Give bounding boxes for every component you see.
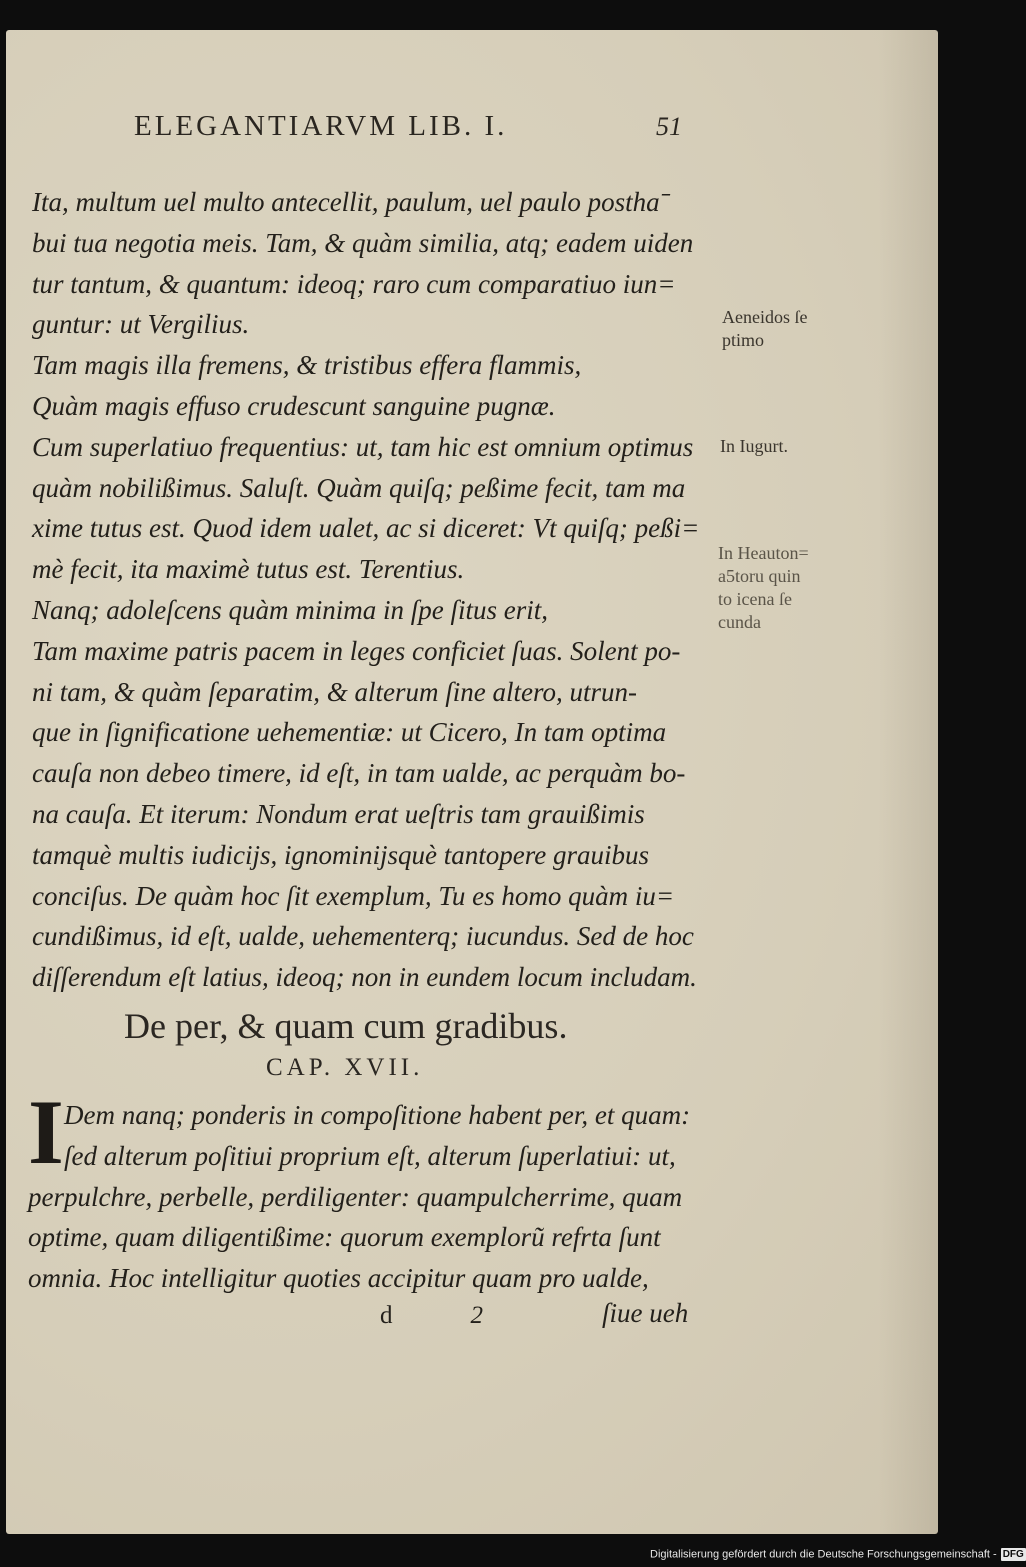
- text-line: quàm nobilißimus. Saluſt. Quàm quiſq; peßime fecit, tam ma: [32, 472, 686, 503]
- margin-note-line: In Heauton=: [718, 543, 809, 563]
- chapter-text: [28, 1081, 718, 1298]
- chapter-heading: De per, & quam cum gradibus.: [124, 1006, 568, 1046]
- text-line: optime, quam diligentißime: quorum exemplorũ refrta ſunt: [28, 1222, 661, 1253]
- text-line: guntur: ut Vergilius.: [32, 309, 250, 340]
- catchword: ſiue ueh: [602, 1298, 689, 1328]
- margin-note: [720, 435, 788, 458]
- margin-note-line: In Iugurt.: [720, 436, 788, 456]
- signature-letter: d: [380, 1302, 393, 1329]
- text-line: mè fecit, ita maximè tutus est. Terentius.: [32, 554, 465, 585]
- drop-capital: I: [28, 1081, 64, 1183]
- margin-note: [718, 542, 809, 634]
- page-edge-shadow: [878, 30, 938, 1534]
- text-line: tur tantum, & quantum: ideoq; raro cum comparatiuo iun=: [32, 268, 676, 299]
- book-page: [6, 30, 938, 1534]
- margin-note-line: to icena ſe: [718, 589, 792, 609]
- footer-credit-text: Digitalisierung gefördert durch die Deutsche Forschungsgemeinschaft -: [650, 1548, 997, 1561]
- text-line: conciſus. De quàm hoc ſit exemplum, Tu es homo quàm iu=: [32, 880, 675, 911]
- text-line: Dem nanq; ponderis in compoſitione habent per, et quam:: [64, 1100, 691, 1130]
- text-line: na cauſa. Et iterum: Nondum erat ueſtris tam grauißimis: [32, 798, 645, 829]
- text-line: omnia. Hoc intelligitur quoties accipitur quam pro ualde,: [28, 1263, 649, 1294]
- verse-line: Quàm magis effuso crudescunt sanguine pugnæ.: [32, 390, 556, 421]
- text-line: que in ſignificatione uehementiæ: ut Cicero, In tam optima: [32, 717, 667, 748]
- text-line: Tam maxime patris pacem in leges conficiet ſuas. Solent po-: [32, 635, 681, 666]
- text-line: ni tam, & quàm ſeparatim, & alterum ſine altero, utrun-: [32, 676, 637, 707]
- margin-note-line: Aeneidos ſe: [722, 307, 808, 327]
- margin-note: [722, 306, 807, 352]
- margin-note-line: a5toru quin: [718, 566, 801, 586]
- running-head: [134, 110, 734, 150]
- margin-note-line: ptimo: [722, 330, 765, 350]
- text-line: bui tua negotia meis. Tam, & quàm similia, atq; eadem uiden: [32, 227, 694, 258]
- verse-line: Nanq; adoleſcens quàm minima in ſpe ſitus erit,: [32, 594, 548, 625]
- text-line: diſſerendum eſt latius, ideoq; non in eundem locum includam.: [32, 962, 697, 993]
- text-line: Cum superlatiuo frequentius: ut, tam hic est omnium optimus: [32, 431, 694, 462]
- footer-credit: [650, 1548, 1024, 1566]
- folio-number: 51: [656, 112, 682, 141]
- running-head-title: ELEGANTIARVM LIB. I.: [134, 110, 508, 142]
- text-line: Ita, multum uel multo antecellit, paulum, uel paulo posthaˉ: [32, 187, 669, 217]
- text-line: tamquè multis iudicijs, ignominijsquè tantopere grauibus: [32, 839, 649, 870]
- verse-line: Tam magis illa fremens, & tristibus effera flammis,: [32, 350, 582, 381]
- text-line: cundißimus, id eſt, ualde, uehementerq; iucundus. Sed de hoc: [32, 921, 694, 952]
- body-text: [32, 182, 722, 998]
- text-line: xime tutus est. Quod idem ualet, ac si diceret: Vt quiſq; peßi=: [32, 513, 700, 544]
- dfg-logo: DFG: [1002, 1549, 1024, 1560]
- signature-mark: [380, 1302, 483, 1330]
- margin-note-line: cunda: [718, 612, 761, 632]
- text-line: perpulchre, perbelle, perdiligenter: quampulcherrime, quam: [28, 1181, 683, 1212]
- chapter-number: CAP. XVII.: [266, 1054, 424, 1081]
- signature-number: 2: [470, 1302, 483, 1329]
- text-line: ſed alterum poſitiui proprium eſt, alterum ſuperlatiui: ut,: [64, 1140, 676, 1171]
- text-line: cauſa non debeo timere, id eſt, in tam ualde, ac perquàm bo-: [32, 758, 686, 789]
